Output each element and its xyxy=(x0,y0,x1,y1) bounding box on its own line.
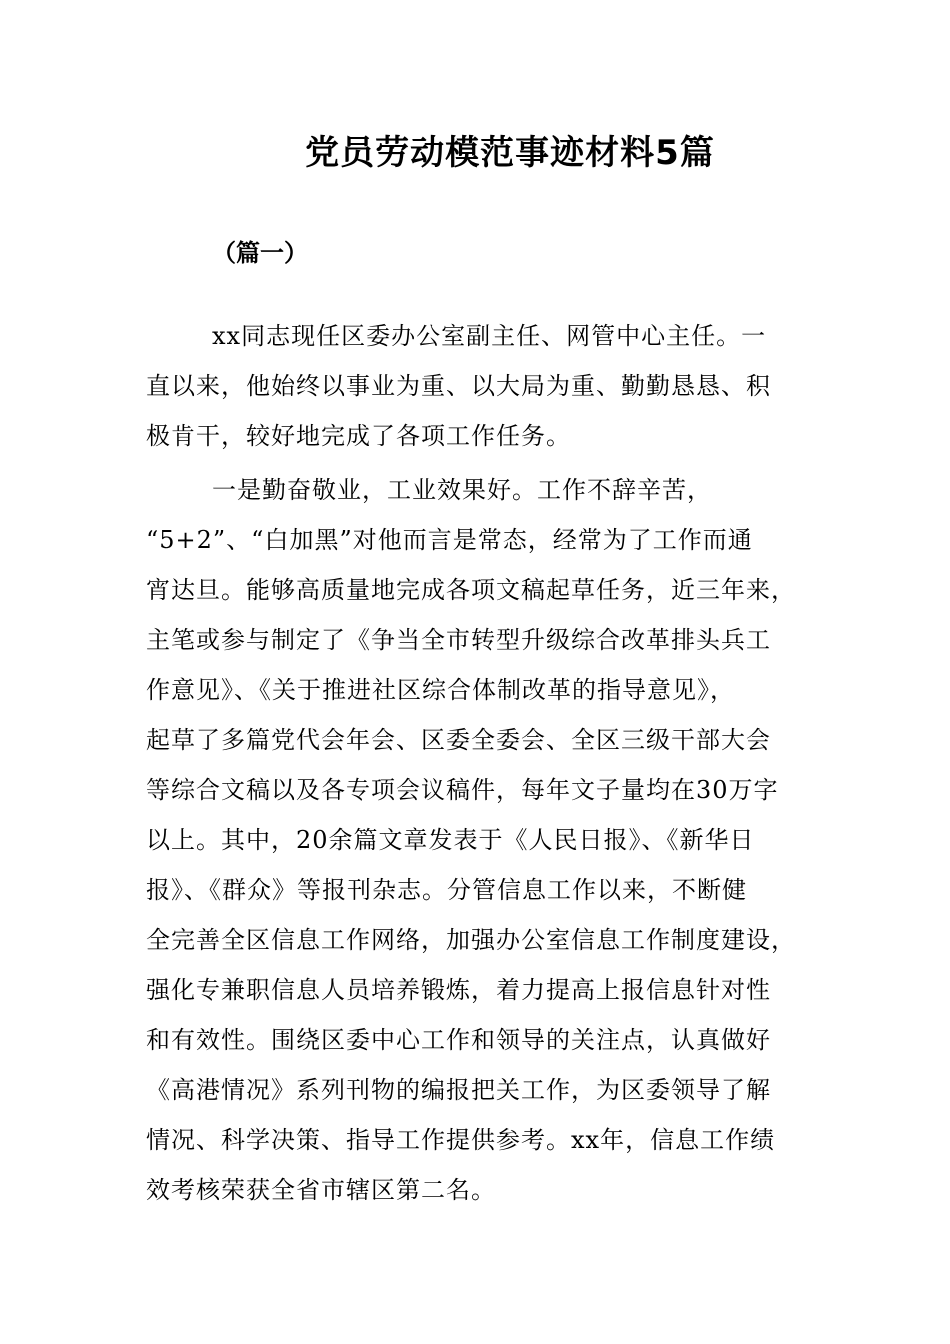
document-title: 党员劳动模范事迹材料5篇 xyxy=(305,133,715,173)
paragraph-line: “5+2”、“白加黑”对他而言是常态，经常为了工作而通 xyxy=(146,526,753,554)
paragraph-line: 效考核荣获全省市辖区第二名。 xyxy=(146,1176,496,1204)
paragraph-1 xyxy=(146,311,806,461)
paragraph-line: 宵达旦。能够高质量地完成各项文稿起草任务，近三年来， xyxy=(146,576,796,604)
paragraph-line: 等综合文稿以及各专项会议稿件，每年文子量均在30万字 xyxy=(146,776,779,804)
paragraph-line: 一是勤奋敬业，工业效果好。工作不辞辛苦， xyxy=(212,476,712,504)
paragraph-line: 起草了多篇党代会年会、区委全委会、全区三级干部大会 xyxy=(146,726,771,754)
paragraph-line: 报》、《群众》等报刊杂志。分管信息工作以来，不断健 xyxy=(146,876,747,904)
paragraph-2 xyxy=(146,465,806,1215)
paragraph-line: 和有效性。围绕区委中心工作和领导的关注点，认真做好 xyxy=(146,1026,771,1054)
paragraph-line: 情况、科学决策、指导工作提供参考。xx年，信息工作绩 xyxy=(146,1126,776,1154)
paragraph-line: 主笔或参与制定了《争当全市转型升级综合改革排头兵工 xyxy=(146,626,771,654)
section-label: （篇一） xyxy=(212,239,308,267)
paragraph-line: 强化专兼职信息人员培养锻炼，着力提高上报信息针对性 xyxy=(146,976,771,1004)
paragraph-line: 极肯干，较好地完成了各项工作任务。 xyxy=(146,422,571,450)
paragraph-line: 以上。其中，20余篇文章发表于《人民日报》、《新华日 xyxy=(146,826,755,854)
paragraph-line: 作意见》、《关于推进社区综合体制改革的指导意见》， xyxy=(146,676,735,704)
paragraph-line: 全完善全区信息工作网络，加强办公室信息工作制度建设， xyxy=(146,926,796,954)
paragraph-line: 直以来，他始终以事业为重、以大局为重、勤勤恳恳、积 xyxy=(146,372,771,400)
paragraph-line: xx同志现任区委办公室副主任、网管中心主任。一 xyxy=(212,322,767,350)
paragraph-line: 《高港情况》系列刊物的编报把关工作，为区委领导了解 xyxy=(146,1076,771,1104)
